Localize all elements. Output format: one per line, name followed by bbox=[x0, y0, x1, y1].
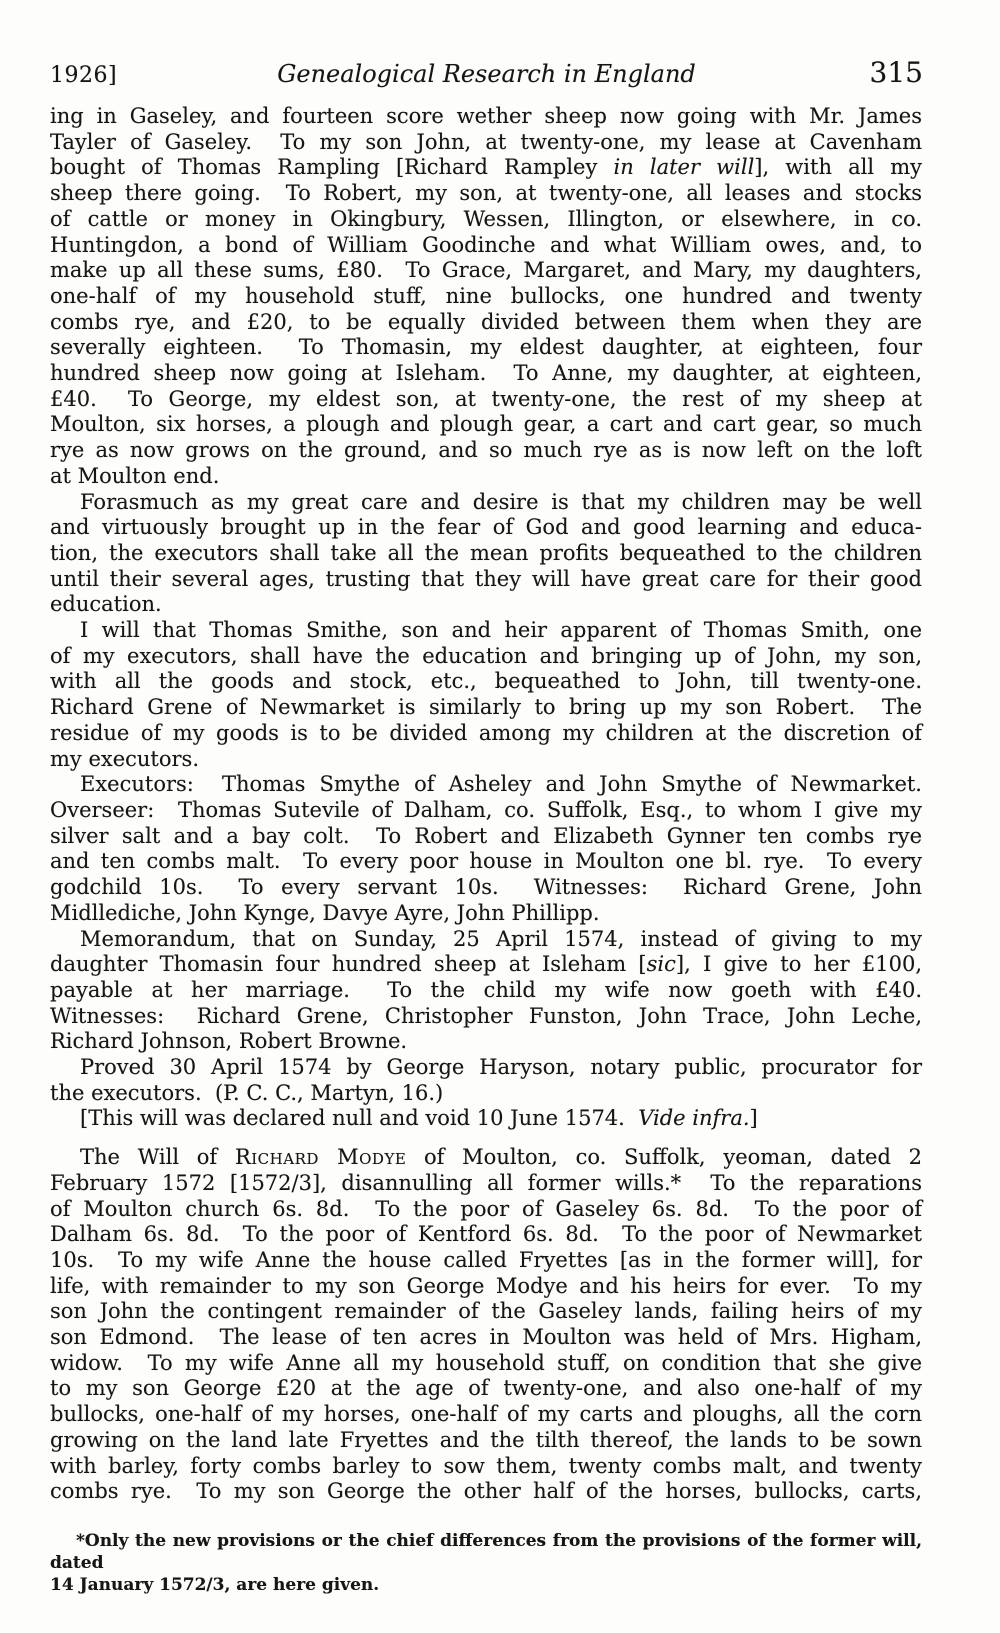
text-line: Richard Johnson, Robert Browne. bbox=[50, 1029, 408, 1054]
paragraph bbox=[50, 1530, 922, 1596]
page-number: 315 bbox=[869, 56, 923, 89]
text-line: of Moulton church 6s. 8d. To the poor of Gaseley 6s. 8d. To the poor of bbox=[50, 1196, 922, 1221]
text-line: to my son George £20 at the age of twenty-one, and also one-half of my bbox=[50, 1376, 922, 1401]
text-line: February 1572 [1572/3], disannulling all former wills.* To the reparations bbox=[50, 1170, 922, 1195]
text-line: combs rye, and £20, to be equally divided between them when they are bbox=[50, 309, 922, 334]
paragraph bbox=[50, 927, 922, 1056]
text-line: tion, the executors shall take all the mean profits bequeathed to the children bbox=[50, 540, 922, 565]
text-line: the executors. (P. C. C., Martyn, 16.) bbox=[50, 1080, 444, 1105]
footnote bbox=[50, 1530, 922, 1596]
text-line: of cattle or money in Okingbury, Wessen, Illington, or elsewhere, in co. bbox=[50, 206, 922, 231]
paragraph bbox=[50, 772, 922, 926]
page-body bbox=[50, 104, 922, 1505]
text-line: 14 January 1572/3, are here given. bbox=[50, 1575, 380, 1595]
text-line: son Edmond. The lease of ten acres in Moulton was held of Mrs. Higham, bbox=[50, 1325, 922, 1350]
text-line: Memorandum, that on Sunday, 25 April 1574, instead of giving to my bbox=[80, 926, 922, 951]
text-line: bullocks, one-half of my horses, one-half of my carts and ploughs, all the corn bbox=[50, 1402, 922, 1427]
text-line: godchild 10s. To every servant 10s. Witnesses: Richard Grene, John bbox=[50, 875, 922, 900]
text-line: Huntingdon, a bond of William Goodinche and what William owes, and, to bbox=[50, 232, 922, 257]
text-line: with all the goods and stock, etc., bequeathed to John, till twenty-one. bbox=[50, 669, 922, 694]
text-line: Dalham 6s. 8d. To the poor of Kentford 6s. 8d. To the poor of Newmarket bbox=[50, 1222, 922, 1247]
text-line: education. bbox=[50, 592, 162, 617]
paragraph bbox=[50, 618, 922, 772]
paragraph bbox=[50, 104, 922, 490]
text-line: Overseer: Thomas Sutevile of Dalham, co. Suffolk, Esq., to whom I give my bbox=[50, 797, 922, 822]
text-line: severally eighteen. To Thomasin, my eldest daughter, at eighteen, four bbox=[50, 335, 922, 360]
text-line: payable at her marriage. To the child my wife now goeth with £40. bbox=[50, 977, 922, 1002]
text-line: at Moulton end. bbox=[50, 463, 220, 488]
text-line: growing on the land late Fryettes and the tilth thereof, the lands to be sown bbox=[50, 1427, 922, 1452]
text-line: make up all these sums, £80. To Grace, Margaret, and Mary, my daughters, bbox=[50, 258, 922, 283]
text-line: son John the contingent remainder of the Gaseley lands, failing heirs of my bbox=[50, 1299, 922, 1324]
text-line: and virtuously brought up in the fear of God and good learning and educa- bbox=[50, 515, 922, 540]
text-line: ing in Gaseley, and fourteen score wether sheep now going with Mr. James bbox=[50, 104, 922, 128]
text-line: combs rye. To my son George the other half of the horses, bullocks, carts, bbox=[50, 1479, 922, 1504]
paragraph bbox=[50, 1145, 922, 1505]
text-line: and ten combs malt. To every poor house in Moulton one bl. rye. To every bbox=[50, 849, 922, 874]
text-line: [This will was declared null and void 10 June 1574. Vide infra.] bbox=[80, 1106, 758, 1131]
text-line: silver salt and a bay colt. To Robert and Elizabeth Gynner ten combs rye bbox=[50, 823, 922, 848]
text-line: I will that Thomas Smithe, son and heir apparent of Thomas Smith, one bbox=[80, 618, 922, 643]
text-line: The Will of Richard Modye of Moulton, co. Suffolk, yeoman, dated 2 bbox=[80, 1145, 922, 1170]
running-title: Genealogical Research in England bbox=[277, 60, 696, 88]
text-line: life, with remainder to my son George Modye and his heirs for ever. To my bbox=[50, 1273, 922, 1298]
text-line: Witnesses: Richard Grene, Christopher Funston, John Trace, John Leche, bbox=[50, 1003, 922, 1028]
text-line: until their several ages, trusting that they will have great care for their good bbox=[50, 566, 922, 591]
text-line: Richard Grene of Newmarket is similarly to bring up my son Robert. The bbox=[50, 695, 922, 720]
text-line: *Only the new provisions or the chief differences from the provisions of the former will, dated bbox=[50, 1531, 922, 1573]
text-line: Tayler of Gaseley. To my son John, at twenty-one, my lease at Cavenham bbox=[50, 129, 922, 154]
text-line: one-half of my household stuff, nine bullocks, one hundred and twenty bbox=[50, 283, 922, 308]
text-line: rye as now grows on the ground, and so much rye as is now left on the loft bbox=[50, 438, 922, 463]
text-line: widow. To my wife Anne all my household stuff, on condition that she give bbox=[50, 1350, 922, 1375]
text-line: £40. To George, my eldest son, at twenty-one, the rest of my sheep at bbox=[50, 386, 922, 411]
text-line: of my executors, shall have the education and bringing up of John, my son, bbox=[50, 643, 922, 668]
text-line: Forasmuch as my great care and desire is that my children may be well bbox=[80, 489, 922, 514]
page-header bbox=[50, 54, 923, 94]
text-line: residue of my goods is to be divided among my children at the discretion of bbox=[50, 720, 922, 745]
paragraph bbox=[50, 1055, 922, 1106]
text-line: Midllediche, John Kynge, Davye Ayre, John Phillipp. bbox=[50, 900, 600, 925]
paragraph bbox=[50, 1106, 922, 1132]
text-line: Moulton, six horses, a plough and plough gear, a cart and cart gear, so much bbox=[50, 412, 922, 437]
text-line: 10s. To my wife Anne the house called Fryettes [as in the former will], for bbox=[50, 1247, 922, 1272]
text-line: Executors: Thomas Smythe of Asheley and John Smythe of Newmarket. bbox=[80, 772, 922, 797]
paragraph bbox=[50, 490, 922, 619]
text-line: Proved 30 April 1574 by George Haryson, notary public, procurator for bbox=[80, 1055, 922, 1080]
text-line: with barley, forty combs barley to sow them, twenty combs malt, and twenty bbox=[50, 1453, 922, 1478]
text-line: hundred sheep now going at Isleham. To Anne, my daughter, at eighteen, bbox=[50, 361, 922, 386]
text-line: bought of Thomas Rampling [Richard Rampley in later will], with all my bbox=[50, 155, 923, 180]
header-year: 1926] bbox=[50, 63, 118, 88]
text-line: daughter Thomasin four hundred sheep at Isleham [sic], I give to her £100, bbox=[50, 952, 923, 977]
text-line: sheep there going. To Robert, my son, at twenty-one, all leases and stocks bbox=[50, 181, 922, 206]
text-line: my executors. bbox=[50, 746, 200, 771]
